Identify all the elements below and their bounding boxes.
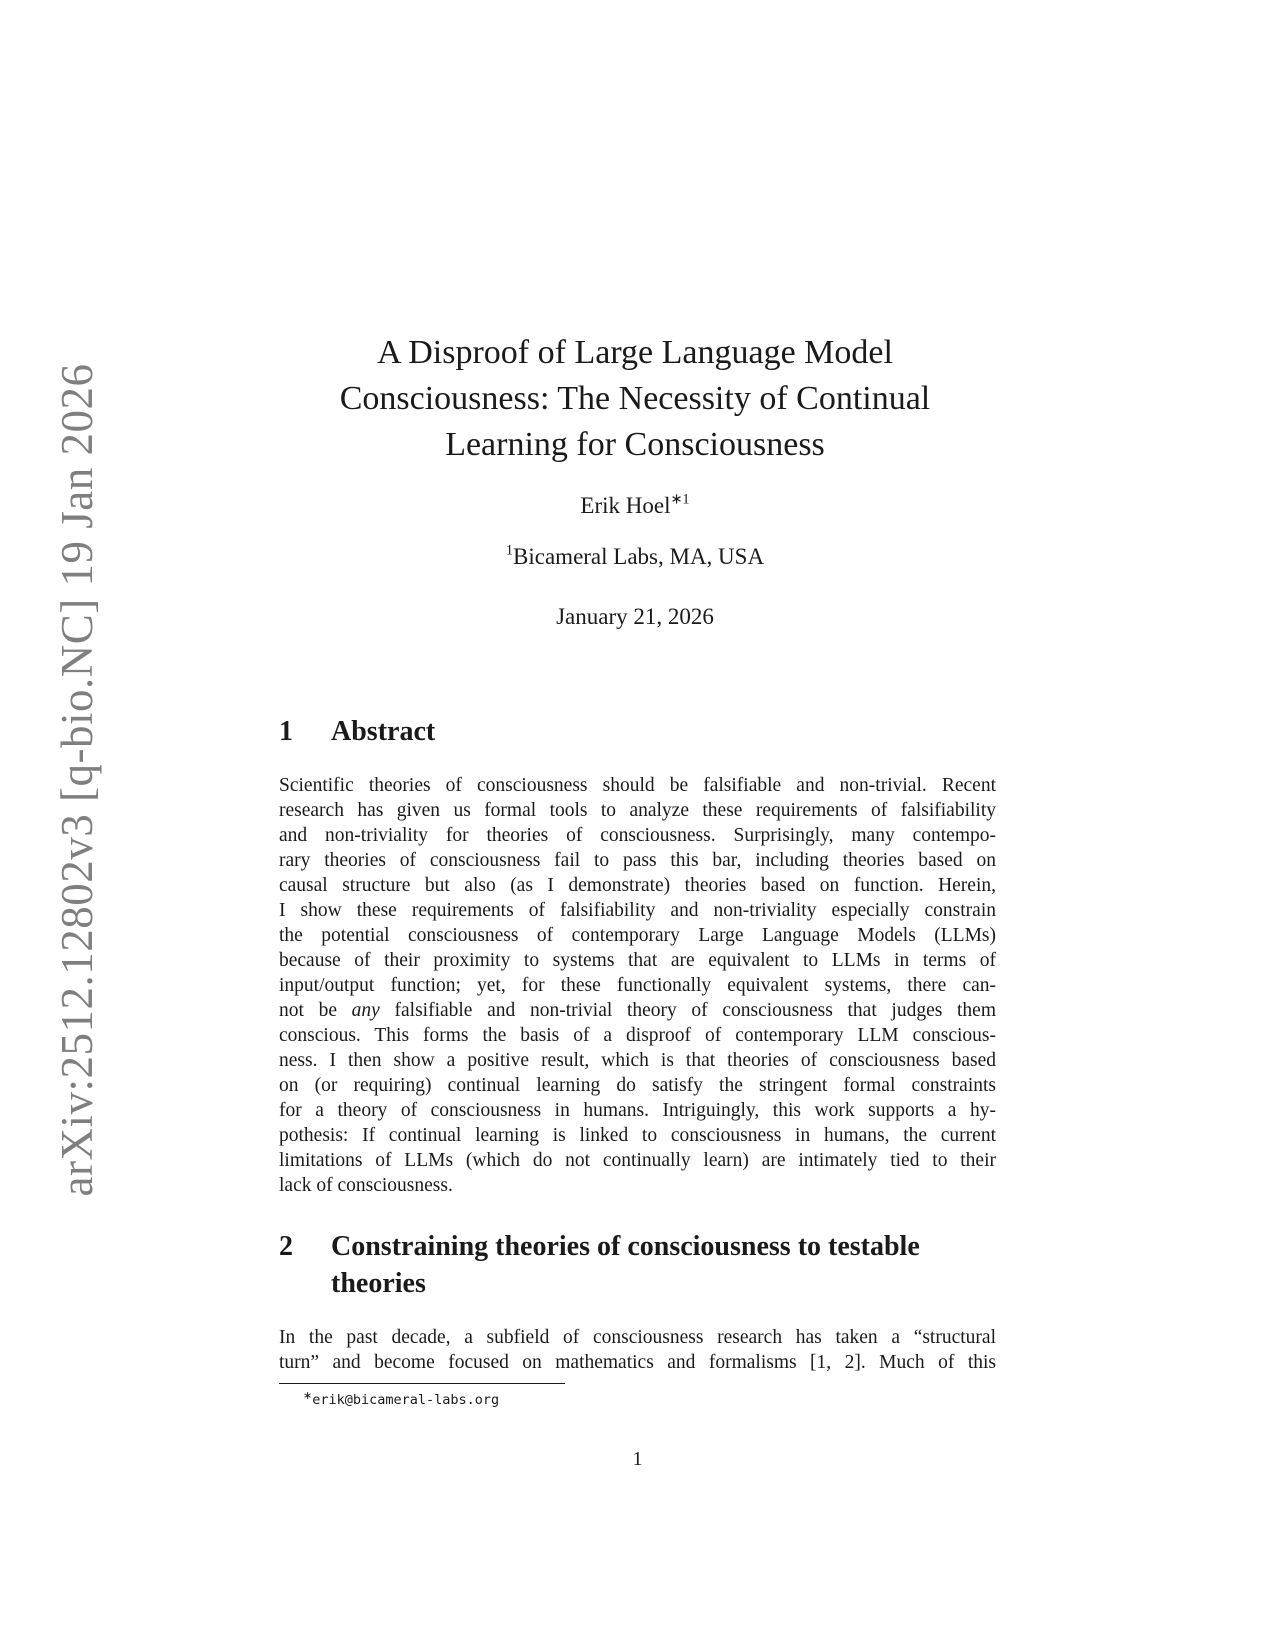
author bbox=[280, 493, 990, 519]
section-title-line-2: theories bbox=[331, 1268, 426, 1299]
page-number: 1 bbox=[632, 1448, 643, 1470]
text-segment: not be bbox=[279, 1000, 337, 1021]
text-line: research has given us formal tools to analyze these requirements of falsifiability bbox=[279, 800, 996, 821]
section-heading-constraining-theories bbox=[279, 1228, 1049, 1302]
text-line: turn” and become focused on mathematics and formalisms [1, 2]. Much of this bbox=[279, 1352, 996, 1373]
affiliation-mark: 1 bbox=[505, 542, 514, 559]
text-line: and non-triviality for theories of consciousness. Surprisingly, many contempo- bbox=[279, 825, 996, 846]
section-number: 2 bbox=[279, 1231, 293, 1262]
section-number: 1 bbox=[279, 716, 293, 747]
text-line: for a theory of consciousness in humans. Intriguingly, this work supports a hy- bbox=[279, 1100, 996, 1121]
text-line: In the past decade, a subfield of consciousness research has taken a “structural bbox=[279, 1327, 996, 1348]
text-line: causal structure but also (as I demonstrate) theories based on function. Herein, bbox=[279, 875, 996, 896]
text-line: lack of consciousness. bbox=[279, 1175, 453, 1196]
abstract-paragraph bbox=[279, 773, 996, 1198]
section-heading-abstract bbox=[279, 713, 609, 750]
arxiv-identifier-stamp: arXiv:2512.12802v3 [q-bio.NC] 19 Jan 2026 bbox=[52, 363, 102, 1197]
section-2-paragraph bbox=[279, 1325, 996, 1375]
publication-date: January 21, 2026 bbox=[556, 604, 714, 629]
author-name: Erik Hoel bbox=[580, 493, 671, 518]
section-title-line-1: Constraining theories of consciousness to testable bbox=[331, 1231, 920, 1262]
text-line: on (or requiring) continual learning do satisfy the stringent formal constraints bbox=[279, 1075, 996, 1096]
author-marks: ∗1 bbox=[670, 491, 690, 508]
text-segment: falsifiable and non-trivial theory of consciousness that judges them bbox=[394, 1000, 996, 1021]
affiliation bbox=[280, 544, 990, 570]
text-line: limitations of LLMs (which do not continually learn) are intimately tied to their bbox=[279, 1150, 996, 1171]
affiliation-text: Bicameral Labs, MA, USA bbox=[513, 544, 765, 569]
text-line: rary theories of consciousness fail to pass this bar, including theories based on bbox=[279, 850, 996, 871]
text-line: pothesis: If continual learning is linked to consciousness in humans, the current bbox=[279, 1125, 996, 1146]
title-line-3: Learning for Consciousness bbox=[445, 426, 825, 463]
footnote-divider bbox=[279, 1383, 565, 1384]
paper-title bbox=[280, 330, 990, 468]
text-line: ness. I then show a positive result, which is that theories of consciousness based bbox=[279, 1050, 996, 1071]
email-address: erik@bicameral-labs.org bbox=[312, 1392, 500, 1408]
title-line-1: A Disproof of Large Language Model bbox=[377, 334, 893, 371]
text-line: I show these requirements of falsifiability and non-triviality especially constrain bbox=[279, 900, 996, 921]
text-line: conscious. This forms the basis of a disproof of contemporary LLM conscious- bbox=[279, 1025, 996, 1046]
title-line-2: Consciousness: The Necessity of Continual bbox=[339, 380, 931, 417]
text-line: input/output function; yet, for these functionally equivalent systems, there can- bbox=[279, 975, 996, 996]
emphasized-word: any bbox=[351, 1000, 380, 1021]
footnote-mark: ∗ bbox=[303, 1390, 313, 1402]
section-title: Abstract bbox=[331, 716, 436, 747]
text-line: the potential consciousness of contemporary Large Language Models (LLMs) bbox=[279, 925, 996, 946]
text-line: because of their proximity to systems that are equivalent to LLMs in terms of bbox=[279, 950, 996, 971]
footnote-email bbox=[303, 1389, 499, 1408]
text-line: Scientific theories of consciousness should be falsifiable and non-trivial. Recent bbox=[279, 775, 996, 796]
text-line bbox=[279, 998, 996, 1023]
